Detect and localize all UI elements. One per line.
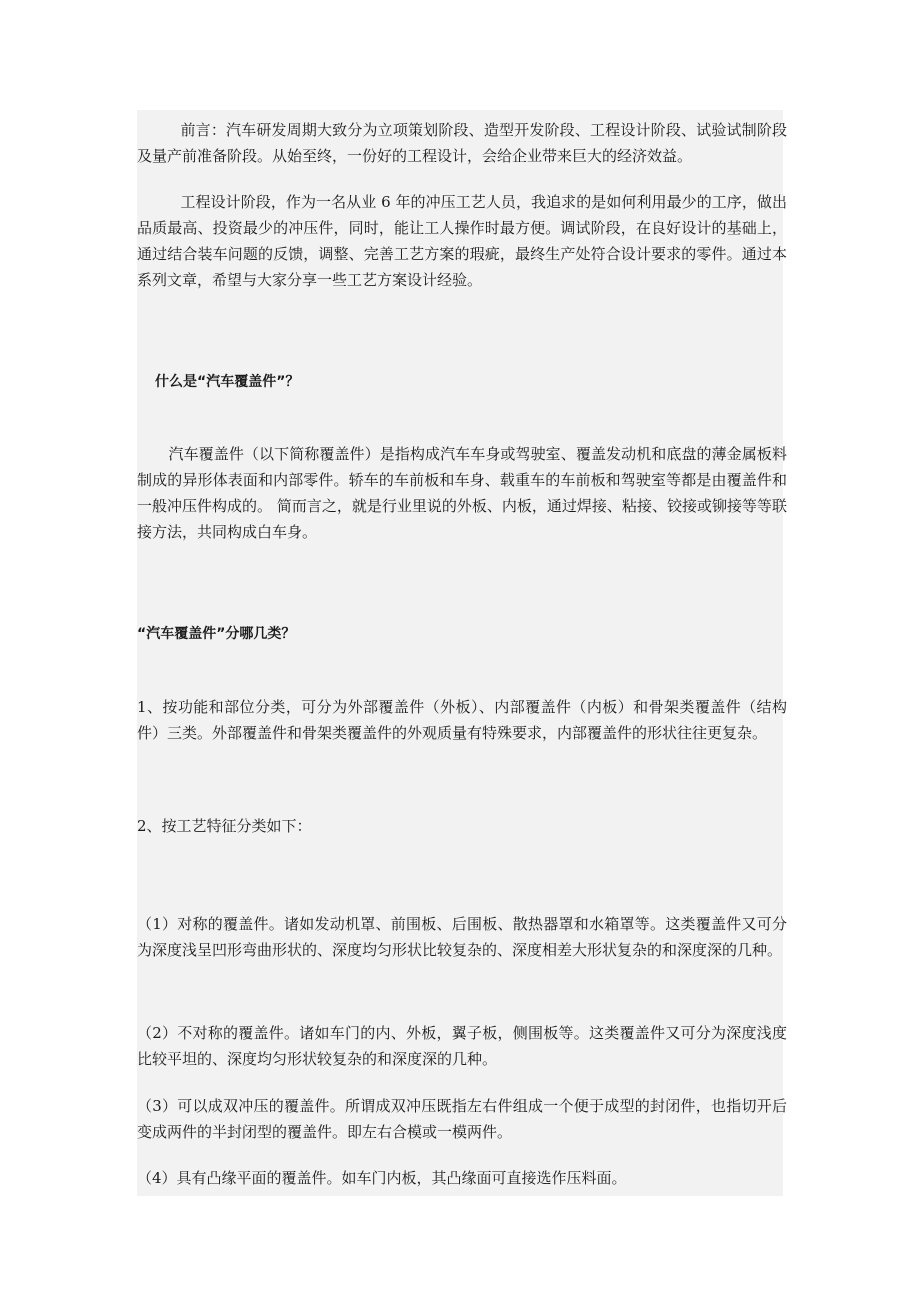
classification-subitem-1: （1）对称的覆盖件。诸如发动机罩、前围板、后围板、散热器罩和水箱罩等。这类覆盖件又可分为深度浅呈凹形弯曲形状的、深度均匀形状比较复杂的、深度相差大形状复杂的和深度深的几种。 xyxy=(137,915,787,959)
classification-subitem-4: （4）具有凸缘平面的覆盖件。如车门内板，其凸缘面可直接选作压料面。 xyxy=(137,1169,627,1187)
classification-subitem-3: （3）可以成双冲压的覆盖件。所谓成双冲压既指左右件组成一个便于成型的封闭件，也指切开后变成两件的半封闭型的覆盖件。即左右合模或一模两件。 xyxy=(137,1097,787,1141)
classification-item-1: 1、按功能和部位分类，可分为外部覆盖件（外板）、内部覆盖件（内板）和骨架类覆盖件（结构件）三类。外部覆盖件和骨架类覆盖件的外观质量有特殊要求，内部覆盖件的形状往往更复杂。 xyxy=(137,698,787,742)
classification-subitem-2: （2）不对称的覆盖件。诸如车门的内、外板，翼子板，侧围板等。这类覆盖件又可分为深度浅度比较平坦的、深度均匀形状较复杂的和深度深的几种。 xyxy=(137,1024,787,1068)
intro-paragraph-2: 工程设计阶段，作为一名从业 6 年的冲压工艺人员，我追求的是如何利用最少的工序，做出品质最高、投资最少的冲压件，同时，能让工人操作时最方便。调试阶段，在良好设计的基础上，通过结合装车问题的反馈，调整、完善工艺方案的瑕疵，最终生产处符合设计要求的零件。通过本系列文章，希望与大家分享一些工艺方案设计经验。 xyxy=(137,193,787,289)
section-heading-what-is: 什么是“汽车覆盖件”？ xyxy=(155,374,300,390)
intro-paragraph-1: 前言：汽车研发周期大致分为立项策划阶段、造型开发阶段、工程设计阶段、试验试制阶段及量产前准备阶段。从始至终，一份好的工程设计，会给企业带来巨大的经济效益。 xyxy=(137,121,787,165)
section-body-what-is: 汽车覆盖件（以下简称覆盖件）是指构成汽车车身或驾驶室、覆盖发动机和底盘的薄金属板料制成的异形体表面和内部零件。轿车的车前板和车身、载重车的车前板和驾驶室等都是由覆盖件和一般冲压件构成的。 简而言之，就是行业里说的外板、内板，通过焊接、粘接、铰接或铆接等等联接方法，共同构成白车身。 xyxy=(137,445,787,541)
classification-item-2: 2、按工艺特征分类如下： xyxy=(137,817,312,835)
section-heading-classification: “汽车覆盖件”分哪几类？ xyxy=(137,626,296,642)
